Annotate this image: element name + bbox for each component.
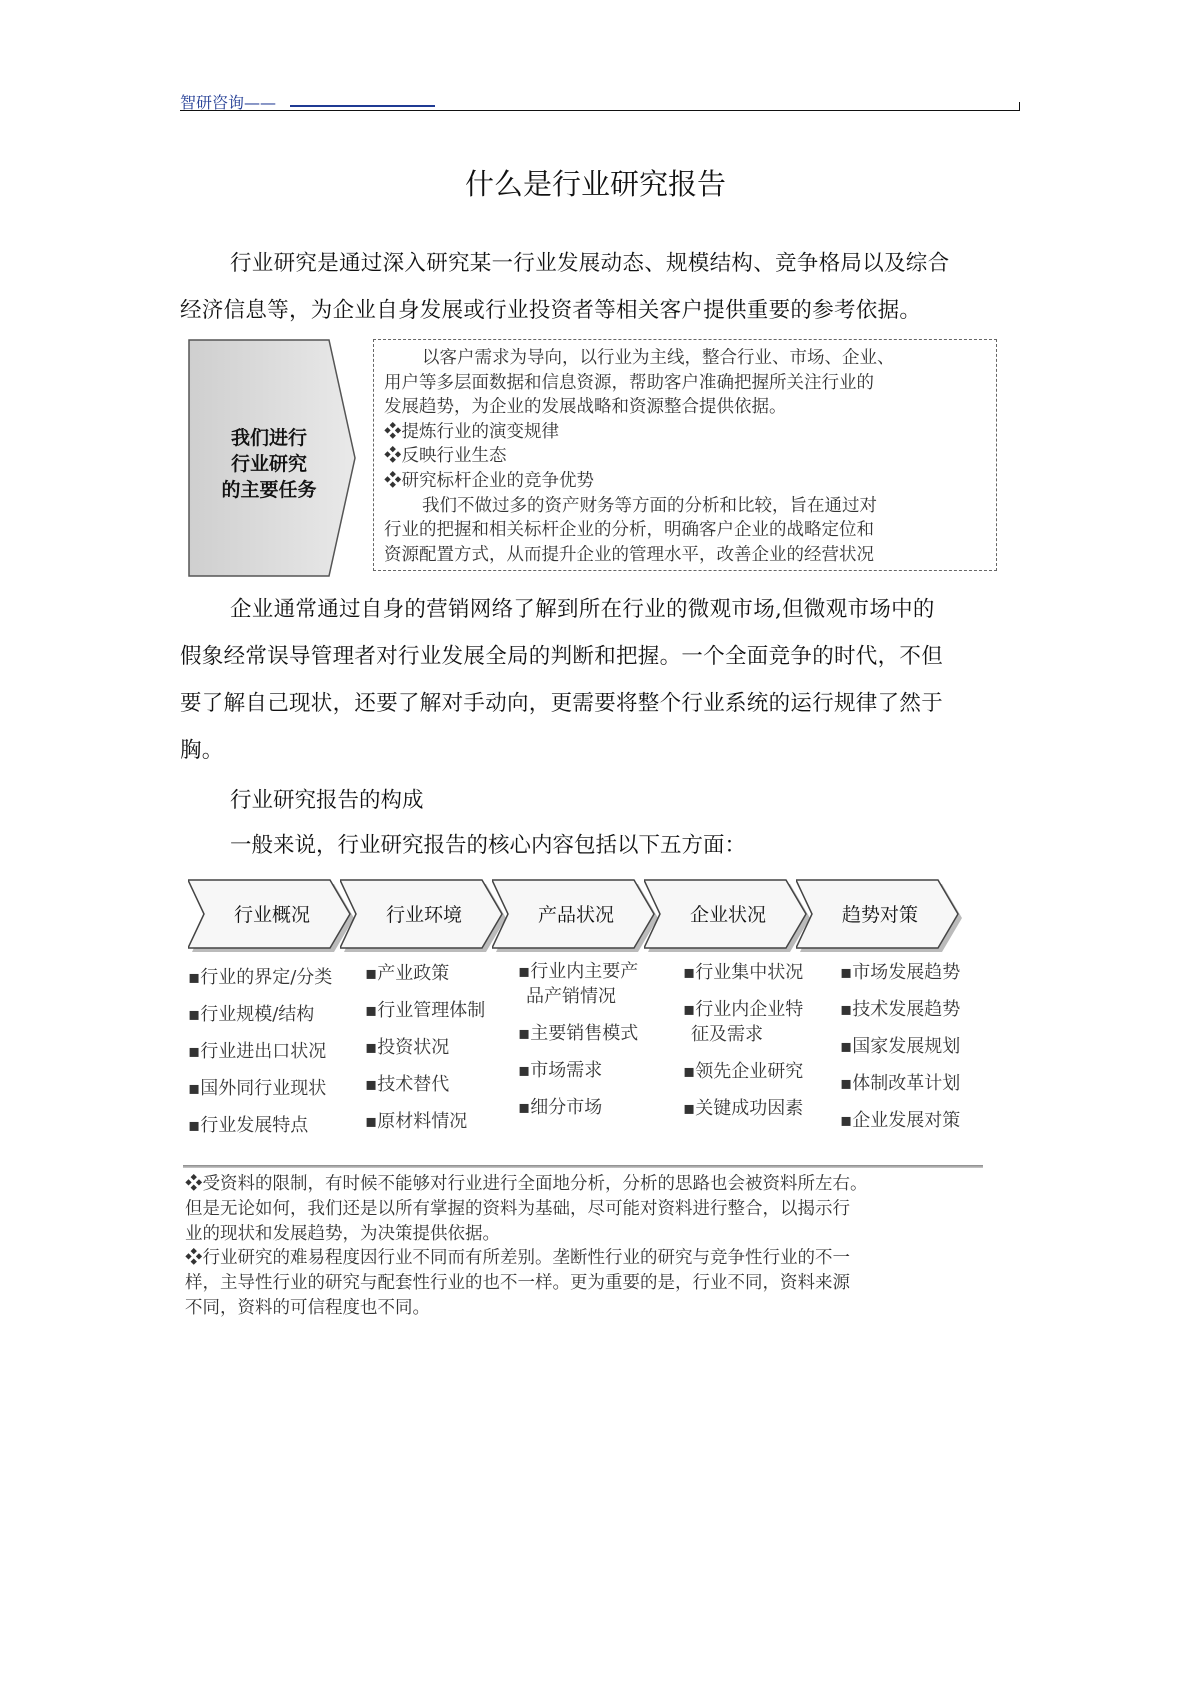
list-item: ▪行业内企业特	[683, 999, 804, 1020]
list-item: ▪行业发展特点	[188, 1115, 309, 1136]
header-link-underline	[290, 105, 435, 107]
task-line: 以客户需求为导向，以行业为主线，整合行业、市场、企业、	[422, 348, 895, 368]
task-line: 资源配置方式，从而提升企业的管理水平，改善企业的经营状况	[384, 544, 874, 565]
list-item: ▪行业管理体制	[365, 1000, 486, 1021]
list-item: ▪产业政策	[365, 963, 450, 984]
list-item: ▪行业规模/结构	[188, 1004, 315, 1025]
list-item: ▪行业的界定/分类	[188, 967, 333, 988]
list-item: ▪国家发展规划	[840, 1036, 961, 1057]
list-item: ▪市场发展趋势	[840, 962, 961, 983]
page-title: 什么是行业研究报告	[464, 167, 726, 201]
list-item: ▪行业内主要产	[518, 961, 639, 982]
list-item-cont: 征及需求	[691, 1024, 763, 1045]
task-line: 我们不做过多的资产财务等方面的分析和比较，旨在通过对	[422, 495, 877, 516]
list-item: ▪体制改革计划	[840, 1073, 961, 1094]
header-rule-tick	[1019, 102, 1020, 111]
flow-step-5: 趋势对策	[796, 878, 966, 954]
task-description-box	[373, 339, 997, 571]
page-header	[180, 90, 1020, 114]
header-text: 智研咨询——	[180, 93, 277, 112]
notes-block	[185, 1172, 985, 1321]
note-line: ❖行业研究的难易程度因行业不同而有所差别。垄断性行业的研究与竞争性行业的不一	[185, 1248, 850, 1269]
task-line: 用户等多层面数据和信息资源，帮助客户准确把握所关注行业的	[384, 372, 874, 393]
flow-column-4	[683, 960, 803, 1133]
flow-column-2	[365, 961, 485, 1146]
flow-column-5	[840, 960, 960, 1145]
flow-step-2: 行业环境	[340, 878, 510, 954]
body-line-2: 假象经常误导管理者对行业发展全局的判断和把握。一个全面竞争的时代，不但	[180, 644, 944, 669]
list-item: ▪细分市场	[518, 1097, 603, 1118]
task-line: 行业的把握和相关标杆企业的分析，明确客户企业的战略定位和	[384, 520, 874, 541]
list-item: ▪关键成功因素	[683, 1098, 804, 1119]
list-item-cont: 品产销情况	[526, 986, 616, 1007]
body-paragraph	[180, 586, 1020, 774]
list-item: ▪技术替代	[365, 1074, 450, 1095]
list-item: ▪技术发展趋势	[840, 999, 961, 1020]
task-bullet: ❖提炼行业的演变规律	[384, 421, 559, 442]
list-item: ▪行业集中状况	[683, 962, 804, 983]
flow-step-1: 行业概况	[188, 878, 358, 954]
flow-step-3: 产品状况	[492, 878, 662, 954]
intro-line-2: 经济信息等，为企业自身发展或行业投资者等相关客户提供重要的参考依据。	[180, 298, 922, 323]
flow-column-3	[518, 959, 638, 1132]
list-item: ▪市场需求	[518, 1060, 603, 1081]
list-item: ▪原材料情况	[365, 1111, 468, 1132]
section-heading: 行业研究报告的构成	[230, 788, 424, 813]
task-line: 发展趋势，为企业的发展战略和资源整合提供依据。	[384, 397, 787, 418]
list-item: ▪行业进出口状况	[188, 1041, 327, 1062]
task-bullet: ❖研究标杆企业的竞争优势	[384, 470, 594, 491]
list-item: ▪投资状况	[365, 1037, 450, 1058]
flow-detail-columns	[188, 961, 1018, 1155]
note-line: 样，主导性行业的研究与配套性行业的也不一样。更为重要的是，行业不同，资料来源	[185, 1273, 850, 1294]
list-item: ▪领先企业研究	[683, 1061, 804, 1082]
flow-column-1	[188, 965, 332, 1150]
task-bullet: ❖反映行业生态	[384, 446, 507, 467]
flow-step-4: 企业状况	[644, 878, 814, 954]
notes-divider	[183, 1165, 983, 1168]
report-structure-flow	[188, 878, 1018, 958]
intro-paragraph	[180, 240, 1020, 334]
note-line: ❖受资料的限制，有时候不能够对行业进行全面地分析，分析的思路也会被资料所左右。	[185, 1174, 868, 1194]
research-task-figure	[187, 338, 1007, 578]
note-line: 不同，资料的可信程度也不同。	[185, 1297, 430, 1318]
list-item: ▪企业发展对策	[840, 1110, 961, 1131]
note-line: 但是无论如何，我们还是以所有掌握的资料为基础，尽可能对资料进行整合，以揭示行	[185, 1198, 850, 1219]
list-item: ▪国外同行业现状	[188, 1078, 327, 1099]
note-line: 业的现状和发展趋势，为决策提供依据。	[185, 1223, 500, 1244]
section-intro: 一般来说，行业研究报告的核心内容包括以下五方面：	[230, 833, 747, 858]
header-rule	[180, 110, 1020, 111]
task-arrow-label: 我们进行 行业研究 的主要任务	[221, 427, 317, 501]
intro-line-1: 行业研究是通过深入研究某一行业发展动态、规模结构、竞争格局以及综合	[230, 251, 950, 276]
body-line-4: 胸。	[180, 738, 224, 763]
body-line-3: 要了解自己现状，还要了解对手动向，更需要将整个行业系统的运行规律了然于	[180, 691, 944, 716]
list-item: ▪主要销售模式	[518, 1023, 639, 1044]
body-line-1: 企业通常通过自身的营销网络了解到所在行业的微观市场,但微观市场中的	[230, 597, 935, 622]
